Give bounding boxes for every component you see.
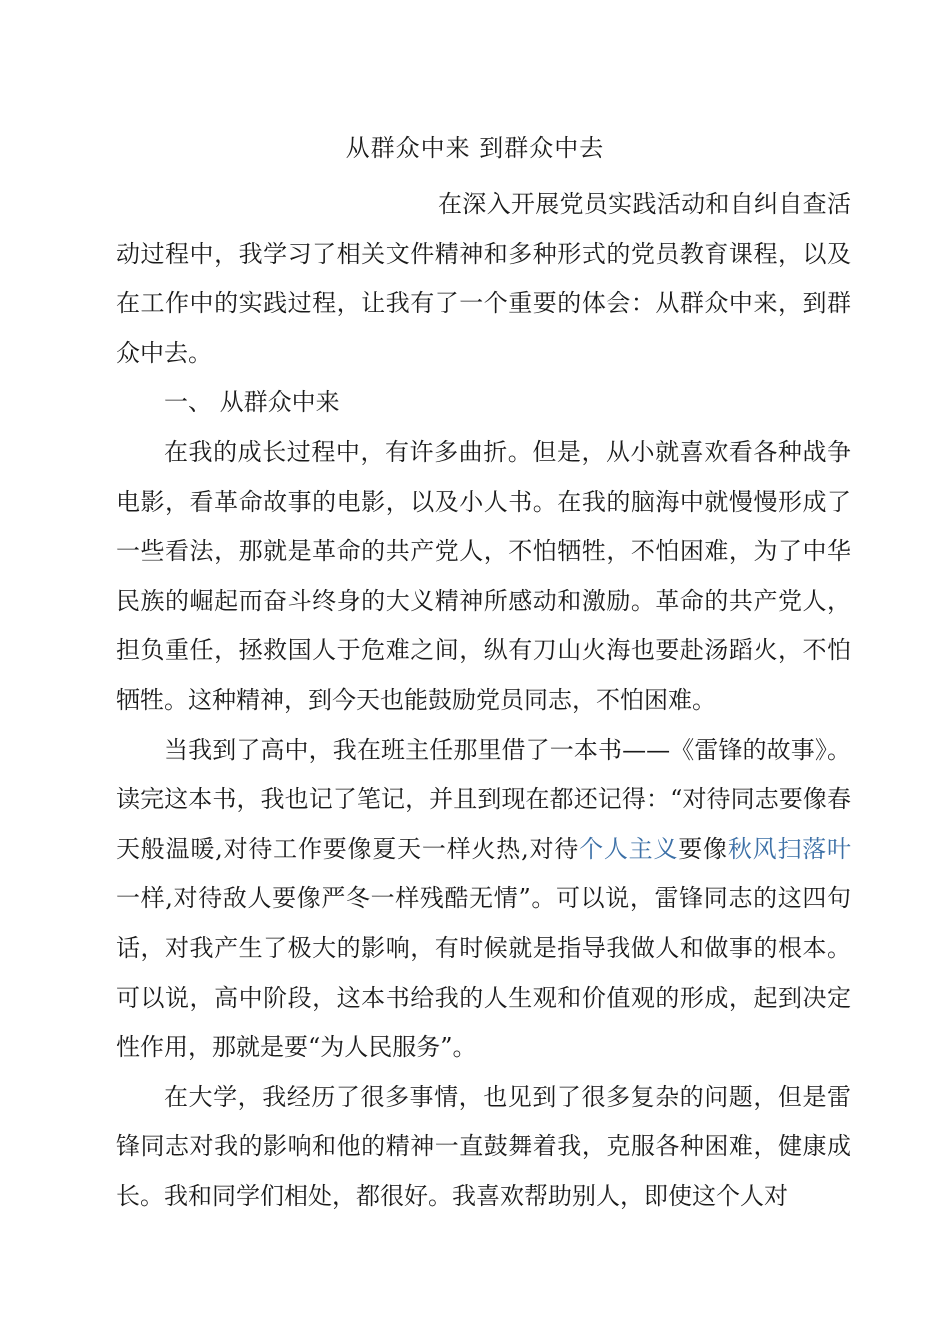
link-autumn-wind[interactable]: 秋风扫落叶 (727, 834, 852, 863)
document-title: 从群众中来 到群众中去 (345, 134, 605, 162)
paragraph-2 (116, 726, 851, 1073)
paragraph-2-text-c: 一样,对待敌人要像严冬一样残酷无情”。可以说，雷锋同志的这四句话，对我产生了极大的影响，有时候就是指导我做人和做事的根本。可以说，高中阶段，这本书给我的人生观和价值观的形成，起到决定性作用，那就是要“为人民服务”。 (116, 884, 851, 1062)
section-heading: 一、 从群众中来 (164, 388, 340, 417)
paragraph-2-text-a: 当我到了高中，我在班主任那里借了一本书——《雷锋的故事》。读完这本书，我也记了笔记，并且到现在都还记得：“对待同志要像春天般温暖,对待工作要像夏天一样火热,对待 (116, 735, 851, 863)
paragraph-1: 在我的成长过程中，有许多曲折。但是，从小就喜欢看各种战争电影，看革命故事的电影，以及小人书。在我的脑海中就慢慢形成了一些看法，那就是革命的共产党人，不怕牺牲，不怕困难，为了中华民族的崛起而奋斗终身的大义精神所感动和激励。革命的共产党人，担负重任，拯救国人于危难之间，纵有刀山火海也要赴汤蹈火，不怕牺牲。这种精神，到今天也能鼓励党员同志，不怕困难。 (116, 437, 851, 714)
link-individualism[interactable]: 个人主义 (579, 834, 679, 863)
document-body (116, 180, 851, 1221)
paragraph-3: 在大学，我经历了很多事情，也见到了很多复杂的问题，但是雷锋同志对我的影响和他的精神一直鼓舞着我，克服各种困难，健康成长。我和同学们相处，都很好。我喜欢帮助别人，即使这个人对 (116, 1082, 851, 1210)
paragraph-2-text-b: 要像 (678, 834, 728, 863)
intro-paragraph: 在深入开展党员实践活动和自纠自查活动过程中，我学习了相关文件精神和多种形式的党员教育课程，以及在工作中的实践过程，让我有了一个重要的体会：从群众中来，到群众中去。 (116, 190, 851, 367)
